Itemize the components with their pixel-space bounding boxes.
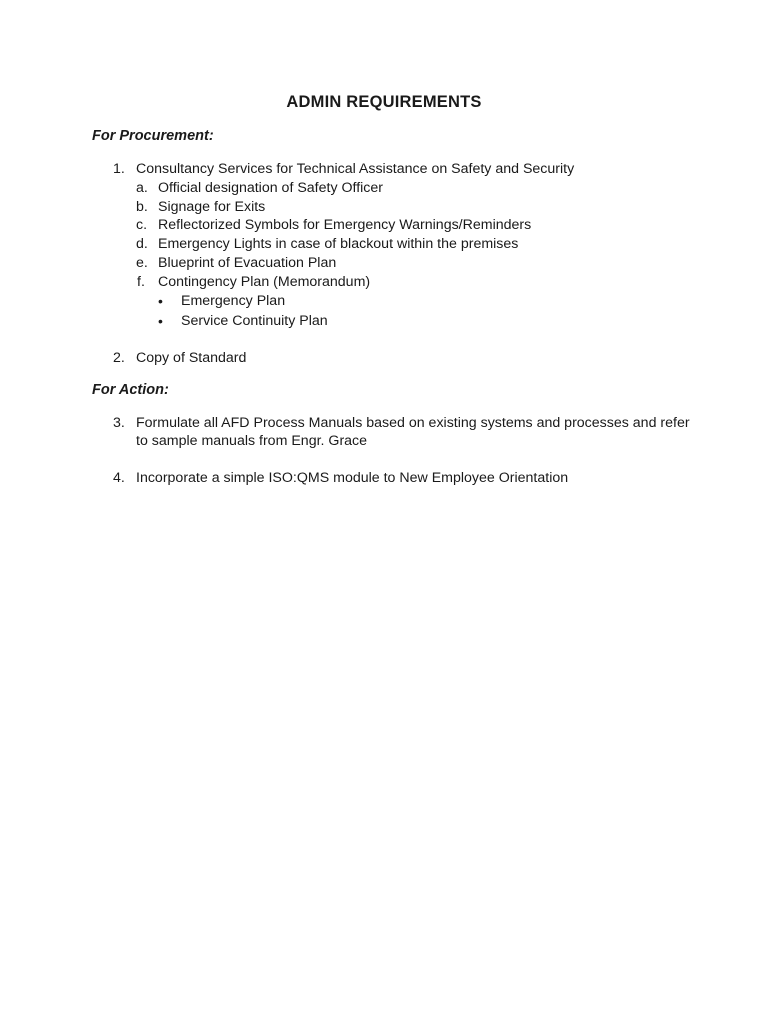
bullet-text: Service Continuity Plan <box>181 313 328 329</box>
bullet-text: Emergency Plan <box>181 293 286 309</box>
sub-item-letter: e. <box>136 255 148 271</box>
procurement-heading: For Procurement: <box>92 128 214 144</box>
sub-item-text: Contingency Plan (Memorandum) <box>158 274 371 290</box>
sub-item-text: Reflectorized Symbols for Emergency Warnings/Reminders <box>158 217 532 233</box>
sub-item-text: Signage for Exits <box>158 199 266 215</box>
list-number: 1. <box>113 161 125 177</box>
list-number: 2. <box>113 350 125 366</box>
sub-item-letter: f. <box>137 274 145 290</box>
sub-item-text: Blueprint of Evacuation Plan <box>158 255 337 271</box>
sub-item-letter: a. <box>136 180 148 196</box>
sub-item-letter: c. <box>136 217 148 233</box>
list-number: 3. <box>113 415 125 431</box>
list-item-text: Consultancy Services for Technical Assistance on Safety and Security <box>136 161 575 177</box>
list-item-text: Copy of Standard <box>136 350 247 366</box>
sub-item-letter: d. <box>136 236 148 252</box>
bullet-icon: • <box>158 293 163 309</box>
list-number: 4. <box>113 470 125 486</box>
sub-item-letter: b. <box>136 199 148 215</box>
bullet-icon: • <box>158 313 163 329</box>
sub-item-text: Emergency Lights in case of blackout within the premises <box>158 236 519 252</box>
list-item-text: Incorporate a simple ISO:QMS module to New Employee Orientation <box>136 470 569 486</box>
action-heading: For Action: <box>92 382 169 398</box>
sub-item-text: Official designation of Safety Officer <box>158 180 384 196</box>
list-item-text: Formulate all AFD Process Manuals based on existing systems and processes and refer <box>136 415 690 431</box>
list-item-text: to sample manuals from Engr. Grace <box>136 433 368 449</box>
document-title: ADMIN REQUIREMENTS <box>286 93 482 111</box>
